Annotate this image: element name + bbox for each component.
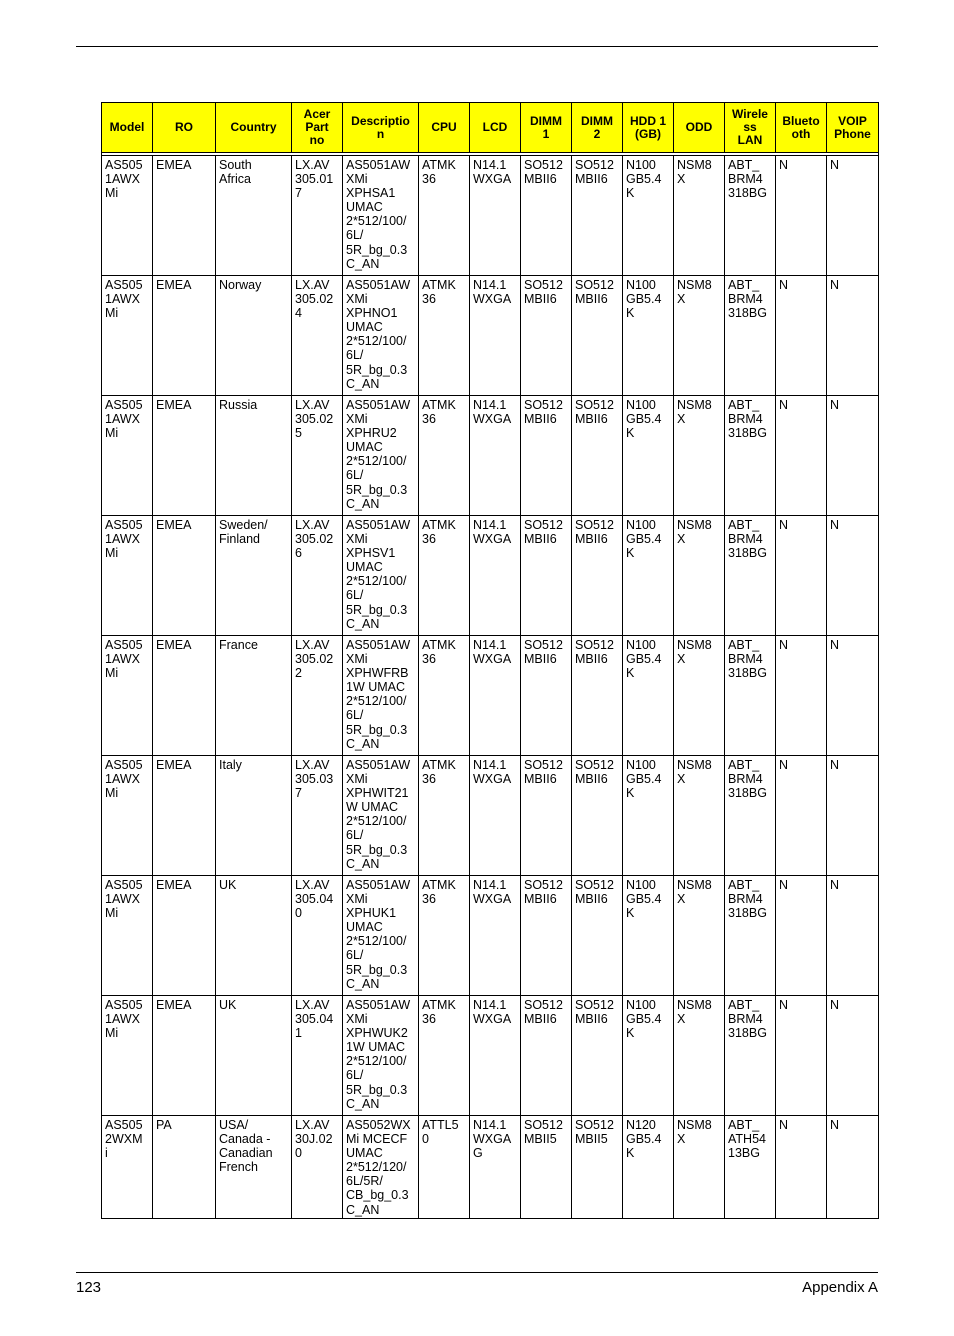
table-header-row <box>102 103 879 153</box>
cell-wireless-lan: ABT_ BRM4 318BG <box>725 396 776 516</box>
appendix-label: Appendix A <box>802 1279 878 1296</box>
cell-dimm2: SO512 MBII6 <box>572 156 623 276</box>
cell-lcd: N14.1 WXGA <box>470 636 521 756</box>
cell-ro: EMEA <box>153 876 216 996</box>
cell-dimm1: SO512 MBII6 <box>521 156 572 276</box>
cell-odd: NSM8 X <box>674 756 725 876</box>
cell-dimm1: SO512 MBII6 <box>521 276 572 396</box>
cell-ro: EMEA <box>153 396 216 516</box>
header-bluetooth: Blueto oth <box>776 103 827 153</box>
cell-ro: PA <box>153 1116 216 1219</box>
cell-cpu: ATMK 36 <box>419 876 470 996</box>
cell-wireless-lan: ABT_ BRM4 318BG <box>725 876 776 996</box>
page-number: 123 <box>76 1279 102 1296</box>
cell-hdd1: N100 GB5.4 K <box>623 756 674 876</box>
header-wireless-lan: Wirele ss LAN <box>725 103 776 153</box>
cell-dimm1: SO512 MBII6 <box>521 636 572 756</box>
cell-model: AS505 1AWX Mi <box>102 156 153 276</box>
cell-cpu: ATMK 36 <box>419 396 470 516</box>
cell-odd: NSM8 X <box>674 1116 725 1219</box>
cell-description: AS5051AW XMi XPHNO1 UMAC 2*512/100/ 6L/ 5R_bg_0.3 C_AN <box>343 276 419 396</box>
cell-hdd1: N100 GB5.4 K <box>623 636 674 756</box>
cell-dimm1: SO512 MBII5 <box>521 1116 572 1219</box>
cell-odd: NSM8 X <box>674 276 725 396</box>
header-rule <box>76 46 878 47</box>
cell-voip-phone: N <box>827 996 879 1116</box>
cell-voip-phone: N <box>827 276 879 396</box>
cell-bluetooth: N <box>776 1116 827 1219</box>
cell-dimm1: SO512 MBII6 <box>521 876 572 996</box>
cell-voip-phone: N <box>827 396 879 516</box>
cell-dimm1: SO512 MBII6 <box>521 396 572 516</box>
cell-ro: EMEA <box>153 276 216 396</box>
cell-ro: EMEA <box>153 156 216 276</box>
header-voip-phone: VOIP Phone <box>827 103 879 153</box>
table-row <box>102 636 879 756</box>
cell-bluetooth: N <box>776 756 827 876</box>
header-lcd: LCD <box>470 103 521 153</box>
cell-dimm2: SO512 MBII6 <box>572 756 623 876</box>
cell-part-no: LX.AV 305.01 7 <box>292 156 343 276</box>
table-row <box>102 756 879 876</box>
cell-model: AS505 2WXM i <box>102 1116 153 1219</box>
cell-voip-phone: N <box>827 516 879 636</box>
cell-part-no: LX.AV 30J.02 0 <box>292 1116 343 1219</box>
header-cpu: CPU <box>419 103 470 153</box>
cell-dimm1: SO512 MBII6 <box>521 516 572 636</box>
cell-ro: EMEA <box>153 996 216 1116</box>
cell-hdd1: N100 GB5.4 K <box>623 996 674 1116</box>
table-body <box>102 153 879 1219</box>
cell-country: Russia <box>216 396 292 516</box>
cell-dimm2: SO512 MBII5 <box>572 1116 623 1219</box>
header-ro: RO <box>153 103 216 153</box>
cell-part-no: LX.AV 305.02 2 <box>292 636 343 756</box>
cell-lcd: N14.1 WXGA <box>470 276 521 396</box>
cell-wireless-lan: ABT_ BRM4 318BG <box>725 156 776 276</box>
cell-lcd: N14.1 WXGA <box>470 156 521 276</box>
cell-odd: NSM8 X <box>674 396 725 516</box>
cell-country: South Africa <box>216 156 292 276</box>
header-acer-part-no: Acer Part no <box>292 103 343 153</box>
cell-country: UK <box>216 996 292 1116</box>
cell-dimm2: SO512 MBII6 <box>572 276 623 396</box>
cell-dimm2: SO512 MBII6 <box>572 516 623 636</box>
cell-description: AS5052WX Mi MCECF UMAC 2*512/120/ 6L/5R/ CB_bg_0.3 C_AN <box>343 1116 419 1219</box>
cell-description: AS5051AW XMi XPHSV1 UMAC 2*512/100/ 6L/ 5R_bg_0.3 C_AN <box>343 516 419 636</box>
header-hdd1: HDD 1 (GB) <box>623 103 674 153</box>
model-spec-table <box>101 102 879 1219</box>
cell-voip-phone: N <box>827 1116 879 1219</box>
cell-hdd1: N100 GB5.4 K <box>623 396 674 516</box>
table-row <box>102 396 879 516</box>
cell-model: AS505 1AWX Mi <box>102 876 153 996</box>
cell-cpu: ATTL5 0 <box>419 1116 470 1219</box>
cell-wireless-lan: ABT_ BRM4 318BG <box>725 636 776 756</box>
cell-dimm2: SO512 MBII6 <box>572 876 623 996</box>
cell-hdd1: N120 GB5.4 K <box>623 1116 674 1219</box>
cell-lcd: N14.1 WXGA <box>470 396 521 516</box>
cell-dimm2: SO512 MBII6 <box>572 996 623 1116</box>
cell-hdd1: N100 GB5.4 K <box>623 876 674 996</box>
cell-country: France <box>216 636 292 756</box>
cell-dimm2: SO512 MBII6 <box>572 636 623 756</box>
cell-dimm1: SO512 MBII6 <box>521 756 572 876</box>
cell-dimm1: SO512 MBII6 <box>521 996 572 1116</box>
cell-bluetooth: N <box>776 276 827 396</box>
table-row <box>102 996 879 1116</box>
table-row <box>102 276 879 396</box>
cell-lcd: N14.1 WXGA <box>470 996 521 1116</box>
cell-bluetooth: N <box>776 636 827 756</box>
cell-model: AS505 1AWX Mi <box>102 516 153 636</box>
cell-voip-phone: N <box>827 636 879 756</box>
cell-voip-phone: N <box>827 876 879 996</box>
cell-description: AS5051AW XMi XPHWFRB 1W UMAC 2*512/100/ 6L/ 5R_bg_0.3 C_AN <box>343 636 419 756</box>
cell-cpu: ATMK 36 <box>419 636 470 756</box>
cell-cpu: ATMK 36 <box>419 516 470 636</box>
cell-part-no: LX.AV 305.04 0 <box>292 876 343 996</box>
header-dimm2: DIMM 2 <box>572 103 623 153</box>
cell-ro: EMEA <box>153 756 216 876</box>
cell-wireless-lan: ABT_ BRM4 318BG <box>725 996 776 1116</box>
cell-description: AS5051AW XMi XPHWIT21 W UMAC 2*512/100/ 6L/ 5R_bg_0.3 C_AN <box>343 756 419 876</box>
cell-model: AS505 1AWX Mi <box>102 756 153 876</box>
cell-cpu: ATMK 36 <box>419 276 470 396</box>
cell-lcd: N14.1 WXGA <box>470 516 521 636</box>
cell-model: AS505 1AWX Mi <box>102 276 153 396</box>
cell-ro: EMEA <box>153 636 216 756</box>
cell-part-no: LX.AV 305.02 6 <box>292 516 343 636</box>
cell-description: AS5051AW XMi XPHWUK2 1W UMAC 2*512/100/ 6L/ 5R_bg_0.3 C_AN <box>343 996 419 1116</box>
cell-odd: NSM8 X <box>674 636 725 756</box>
cell-wireless-lan: ABT_ BRM4 318BG <box>725 276 776 396</box>
cell-cpu: ATMK 36 <box>419 756 470 876</box>
cell-country: USA/ Canada - Canadian French <box>216 1116 292 1219</box>
cell-part-no: LX.AV 305.02 4 <box>292 276 343 396</box>
header-dimm1: DIMM 1 <box>521 103 572 153</box>
cell-cpu: ATMK 36 <box>419 996 470 1116</box>
cell-model: AS505 1AWX Mi <box>102 636 153 756</box>
cell-bluetooth: N <box>776 996 827 1116</box>
cell-lcd: N14.1 WXGA G <box>470 1116 521 1219</box>
cell-country: Sweden/ Finland <box>216 516 292 636</box>
cell-description: AS5051AW XMi XPHRU2 UMAC 2*512/100/ 6L/ 5R_bg_0.3 C_AN <box>343 396 419 516</box>
cell-odd: NSM8 X <box>674 156 725 276</box>
cell-hdd1: N100 GB5.4 K <box>623 276 674 396</box>
cell-country: Norway <box>216 276 292 396</box>
cell-description: AS5051AW XMi XPHUK1 UMAC 2*512/100/ 6L/ 5R_bg_0.3 C_AN <box>343 876 419 996</box>
cell-hdd1: N100 GB5.4 K <box>623 516 674 636</box>
cell-model: AS505 1AWX Mi <box>102 396 153 516</box>
cell-bluetooth: N <box>776 396 827 516</box>
cell-country: Italy <box>216 756 292 876</box>
cell-lcd: N14.1 WXGA <box>470 876 521 996</box>
cell-country: UK <box>216 876 292 996</box>
cell-dimm2: SO512 MBII6 <box>572 396 623 516</box>
cell-lcd: N14.1 WXGA <box>470 756 521 876</box>
cell-part-no: LX.AV 305.04 1 <box>292 996 343 1116</box>
cell-odd: NSM8 X <box>674 876 725 996</box>
cell-wireless-lan: ABT_ BRM4 318BG <box>725 756 776 876</box>
cell-hdd1: N100 GB5.4 K <box>623 156 674 276</box>
cell-bluetooth: N <box>776 516 827 636</box>
cell-part-no: LX.AV 305.02 5 <box>292 396 343 516</box>
cell-wireless-lan: ABT_ ATH54 13BG <box>725 1116 776 1219</box>
cell-voip-phone: N <box>827 756 879 876</box>
cell-wireless-lan: ABT_ BRM4 318BG <box>725 516 776 636</box>
cell-bluetooth: N <box>776 876 827 996</box>
header-model: Model <box>102 103 153 153</box>
table-row <box>102 1116 879 1219</box>
header-odd: ODD <box>674 103 725 153</box>
cell-odd: NSM8 X <box>674 516 725 636</box>
table-row <box>102 876 879 996</box>
cell-ro: EMEA <box>153 516 216 636</box>
cell-odd: NSM8 X <box>674 996 725 1116</box>
cell-bluetooth: N <box>776 156 827 276</box>
cell-part-no: LX.AV 305.03 7 <box>292 756 343 876</box>
cell-voip-phone: N <box>827 156 879 276</box>
cell-model: AS505 1AWX Mi <box>102 996 153 1116</box>
header-description: Descriptio n <box>343 103 419 153</box>
table-row <box>102 156 879 276</box>
cell-description: AS5051AW XMi XPHSA1 UMAC 2*512/100/ 6L/ 5R_bg_0.3 C_AN <box>343 156 419 276</box>
footer-rule <box>76 1272 878 1273</box>
cell-cpu: ATMK 36 <box>419 156 470 276</box>
header-country: Country <box>216 103 292 153</box>
table-row <box>102 516 879 636</box>
